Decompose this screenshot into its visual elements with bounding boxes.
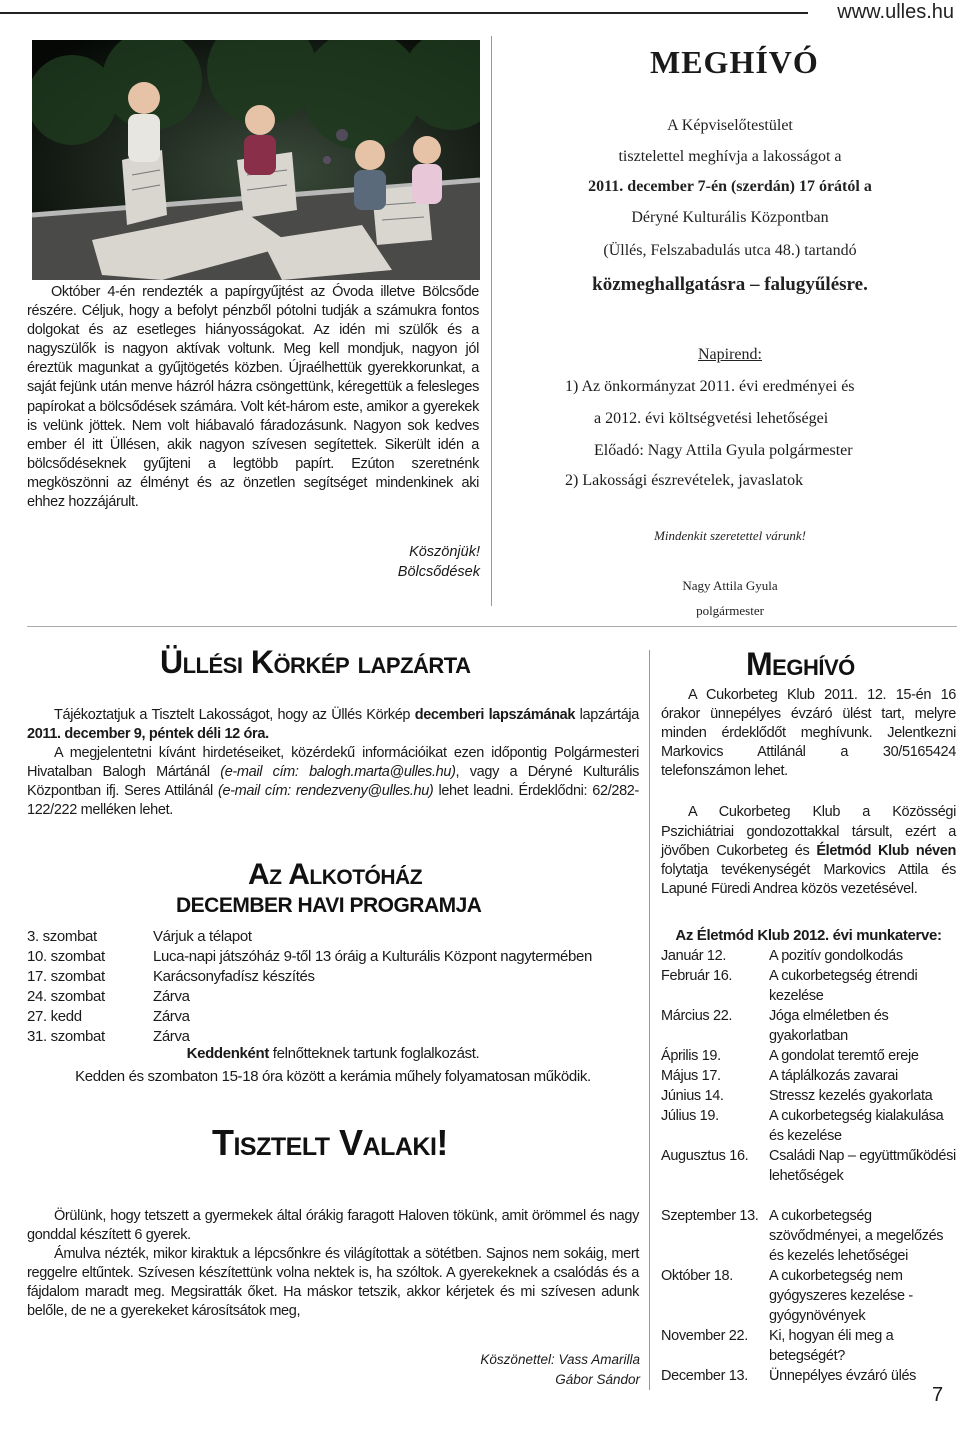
lapzarta-title: Üllési Körkép lapzárta: [160, 644, 471, 680]
program-event: Zárva: [153, 1028, 190, 1045]
tisztelt-signature-2: Gábor Sándor: [555, 1372, 640, 1387]
schedule-topic: A táplálkozás zavarai: [769, 1068, 898, 1084]
lapzarta-p1-b: decemberi lapszámának: [414, 707, 576, 723]
lapzarta-p2-b[interactable]: (e-mail cím: balogh.marta@ulles.hu): [220, 764, 456, 781]
schedule-date: Január 12.: [661, 948, 727, 964]
lapzarta-paragraph-1: [27, 706, 639, 744]
schedule-date: Augusztus 16.: [661, 1148, 749, 1164]
meghivo-right-paragraph-1: A Cukorbeteg Klub 2011. 12. 15-én 16 órakor ünnepélyes évzáró ülést tart, melyre minden érdeklődőt meghívunk. Jelentkezni Markovics Attilánál a 30/5165424 telefonszámon lehet.: [661, 687, 956, 780]
schedule-topic: Jóga elméletben és gyakorlatban: [769, 1008, 889, 1044]
schedule-topic: A cukorbetegség kialakulása és kezelése: [769, 1108, 944, 1144]
lapzarta-body: [27, 706, 639, 821]
program-event: Luca-napi játszóház 9-től 13 óráig a Kulturális Központ nagytermében: [153, 948, 592, 965]
papirgyujtes-signature: Bölcsődések: [397, 564, 480, 580]
lapzarta-p2-e: lehet leadni. Érdeklődni: 62/282-122/222 melléken lehet.: [27, 783, 639, 819]
program-day: 24. szombat: [27, 988, 105, 1005]
column-divider-bottom: [649, 650, 650, 1390]
meghivo-top-title: MEGHÍVÓ: [650, 44, 819, 80]
schedule-date: Október 18.: [661, 1268, 733, 1284]
agenda-item-2: 2) Lakossági észrevételek, javaslatok: [565, 472, 804, 489]
program-event: Zárva: [153, 988, 190, 1005]
program-event: Várjuk a télapot: [153, 928, 252, 945]
program-event: Karácsonyfadísz készítés: [153, 968, 315, 985]
alkotohaz-note-1: [27, 1045, 639, 1062]
schedule-topic: Családi Nap – együttműködési lehetőségek: [769, 1148, 956, 1184]
schedule-topic: Ünnepélyes évzáró ülés: [769, 1368, 917, 1384]
program-row: [27, 928, 252, 948]
alkotohaz-note-2: Kedden és szombaton 15-18 óra között a kerámia műhely folyamatosan működik.: [75, 1068, 591, 1085]
tisztelt-signature-1: Köszönettel: Vass Amarilla: [480, 1352, 640, 1367]
tisztelt-paragraph-2: Ámulva nézték, mikor kiraktuk a lépcsőnkre és világítottak a sötétben. Sajnos nem sokáig, mert reggelre eltűntek. Szívesen készítettünk volna nektek is, ha szóltok. A gyerekeknek a csalódás és a fájdalom maradt meg. Megsiratták őket. Ha máskor tetszik, akkor kérjetek és mi szívesen adunk belőle, de ne a gyerekeket károsítsátok meg,: [27, 1246, 639, 1320]
program-row: [27, 1008, 190, 1028]
site-url[interactable]: www.ulles.hu: [837, 1, 954, 23]
program-row: [27, 988, 190, 1008]
schedule-topic: A cukorbetegség nem gyógyszeres kezelése - gyógynövények: [769, 1268, 913, 1324]
schedule-date: Április 19.: [661, 1048, 721, 1064]
lapzarta-paragraph-2: [27, 744, 639, 820]
tisztelt-body: [27, 1207, 639, 1322]
meghivo-right-paragraph-2: [661, 803, 956, 898]
meghivo-right-title: Meghívó: [746, 646, 855, 682]
meghivo-line-4: Déryné Kulturális Központban: [631, 209, 829, 226]
section-divider: [27, 626, 957, 627]
meghivo-line-5: (Üllés, Felszabadulás utca 48.) tartandó: [603, 242, 857, 259]
meghivo-line-6: közmeghallgatásra – falugyűlésre.: [592, 274, 868, 295]
schedule-topic: A gondolat teremtő ereje: [769, 1048, 919, 1064]
agenda-item-1a: 1) Az önkormányzat 2011. évi eredményei és: [565, 378, 855, 395]
papirgyujtes-paragraph: Október 4-én rendezték a papírgyűjtést az Óvoda illetve Bölcsőde részére. Céljuk, hogy a befolyt pénzből pótolni tudják a számukra fontos dolgokat és az esetleges hiányosságokat. Az idén mi szülők és a nagyszülők is nagyon aktívak voltunk. Meg kell mondjuk, nagyon jól éreztük magunkat a gyűjtögetés közben. Újraélhettük gyerekkorunkat, a saját fejünk után menve házról házra csöngettünk, kéregettük a felesleges papírokat a bölcsődések számára. Volt két-három este, amikor a gyerekek is velünk jöttek. Nem volt hiábavaló fáradozásunk. Nagyon sok kedves ember él itt Üllésen, akik nagyon szívesen segítettek. Sikerült idén a bölcsődéseknek gyűjteni a legtöbb papírt. Ezúton szeretnénk megköszönni az élményt és az önzetlen segítséget mindenkinek aki ehhez hozzájárult.: [27, 284, 479, 511]
plan-title: Az Életmód Klub 2012. évi munkaterve:: [675, 927, 942, 944]
lapzarta-p1-a: Tájékoztatjuk a Tisztelt Lakosságot, hogy az Üllés Körkép: [54, 707, 415, 723]
tisztelt-paragraph-1: Örülünk, hogy tetszett a gyermekek által órákig faragott Haloven tökünk, amit örömmel és nagy gonddal készített 6 gyerek.: [27, 1208, 639, 1244]
lapzarta-p1-c: lapzártája: [575, 707, 639, 723]
lapzarta-p2-c: , vagy a Déryné Kulturális Központban ifj. Seres Attilánál: [27, 764, 639, 800]
meghivo-signer-name: Nagy Attila Gyula: [682, 578, 778, 593]
schedule-topic: A cukorbetegség szövődményei, a megelőzés és kezelés lehetőségei: [769, 1208, 944, 1264]
program-day: 10. szombat: [27, 948, 105, 965]
agenda-label: Napirend:: [698, 346, 762, 363]
schedule-topic: A cukorbetegség étrendi kezelése: [769, 968, 918, 1004]
children-photo: [32, 40, 480, 280]
agenda-item-1b: a 2012. évi költségvetési lehetőségei: [594, 410, 829, 427]
schedule-date: Szeptember 13.: [661, 1208, 759, 1224]
alkotohaz-note-1-bold: Keddenként: [186, 1045, 269, 1062]
schedule-date: December 13.: [661, 1368, 748, 1384]
schedule-topic: Stressz kezelés gyakorlata: [769, 1088, 933, 1104]
meghivo-line-3: 2011. december 7-én (szerdán) 17 órától a: [588, 178, 872, 195]
schedule-date: Február 16.: [661, 968, 733, 984]
schedule-date: November 22.: [661, 1328, 748, 1344]
lapzarta-p2-d[interactable]: (e-mail cím: rendezveny@ulles.hu): [217, 783, 434, 800]
program-day: 17. szombat: [27, 968, 105, 985]
alkotohaz-note-1-rest: felnőtteknek tartunk foglalkozást.: [268, 1045, 480, 1062]
meghivo-line-1: A Képviselőtestület: [667, 117, 793, 134]
papirgyujtes-body: [27, 283, 479, 512]
page-number: 7: [932, 1384, 944, 1406]
meghivo-welcome: Mindenkit szeretettel várunk!: [654, 528, 806, 543]
meghivo-right-body: [661, 686, 956, 899]
agenda-presenter: Előadó: Nagy Attila Gyula polgármester: [594, 442, 853, 459]
papirgyujtes-thanks: Köszönjük!: [409, 544, 480, 560]
lapzarta-p1-d: 2011. december 9, péntek déli 12 óra.: [27, 726, 269, 743]
meghivo-right-p2-b: Életmód Klub néven: [816, 842, 956, 859]
program-row: [27, 948, 592, 968]
alkotohaz-title: Az Alkotóház: [248, 858, 423, 891]
program-day: 27. kedd: [27, 1008, 82, 1025]
meghivo-right-p2-a: A Cukorbeteg Klub a Közösségi Pszichiátriai gondozottakkal társult, ezért a jövőben Cukorbeteg és: [661, 804, 956, 859]
schedule-topic: Ki, hogyan éli meg a betegségét?: [769, 1328, 894, 1364]
program-day: 31. szombat: [27, 1028, 105, 1045]
program-event: Zárva: [153, 1008, 190, 1025]
alkotohaz-subtitle: DECEMBER HAVI PROGRAMJA: [176, 894, 482, 917]
schedule-date: Március 22.: [661, 1008, 733, 1024]
schedule-topic: A pozitív gondolkodás: [769, 948, 903, 964]
lapzarta-p2-a: A megjelentetni kívánt hirdetéseiket, közérdekű információikat ezen időpontig Polgármesteri Hivatalban Balogh Mártánál: [27, 745, 639, 781]
schedule-date: Május 17.: [661, 1068, 721, 1084]
program-row: [27, 968, 315, 988]
program-day: 3. szombat: [27, 928, 97, 945]
meghivo-signer-title: polgármester: [696, 603, 764, 618]
schedule-date: Július 19.: [661, 1108, 719, 1124]
meghivo-right-p2-c: folytatja tevékenységét Markovics Attila és Lapuné Füredi Andrea közös vezetésével.: [661, 861, 956, 897]
meghivo-line-2: tisztelettel meghívja a lakosságot a: [618, 148, 842, 165]
header-rule: [0, 12, 808, 14]
column-divider-top: [491, 36, 492, 606]
tisztelt-title: Tisztelt Valaki!: [212, 1122, 448, 1163]
schedule-date: Június 14.: [661, 1088, 724, 1104]
